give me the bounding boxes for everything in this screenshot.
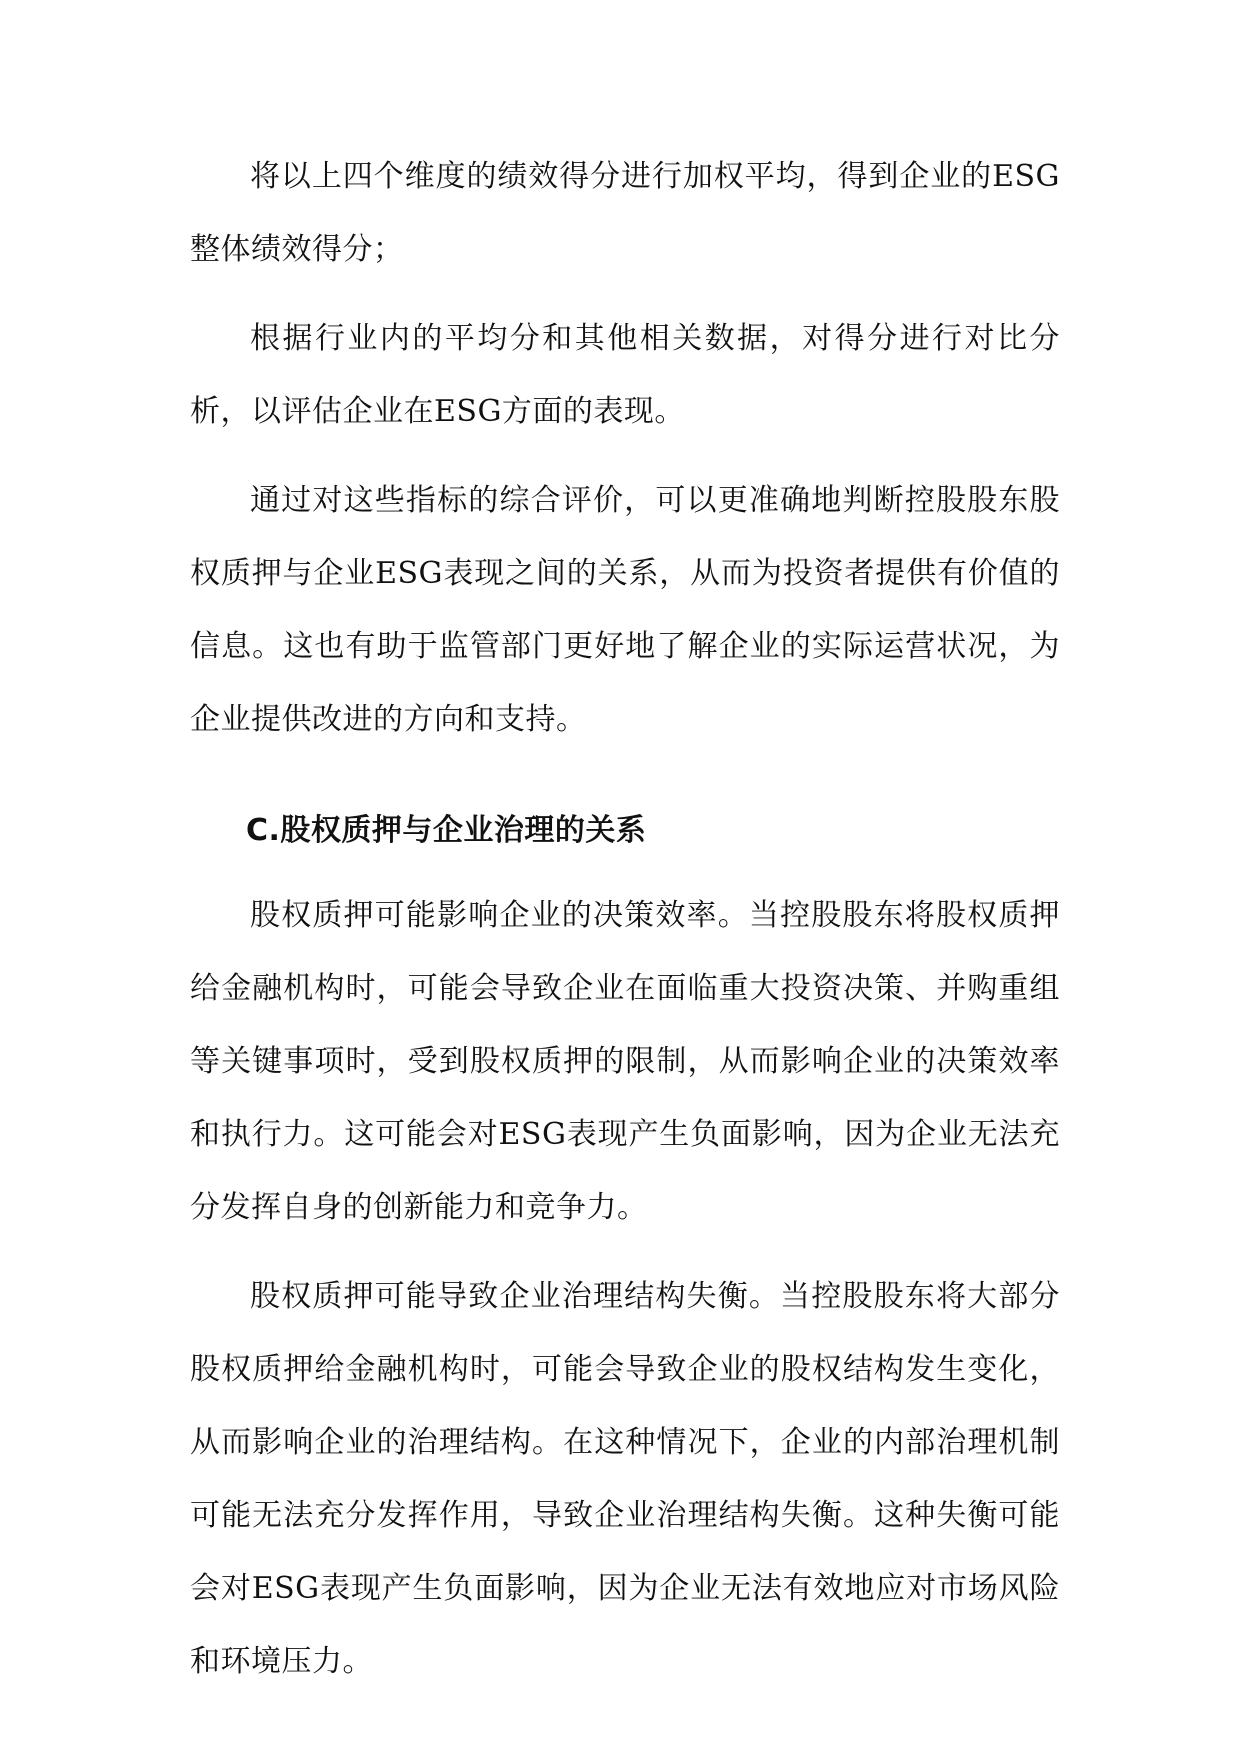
document-page <box>190 140 1060 1714</box>
paragraph-weighted-average: 将以上四个维度的绩效得分进行加权平均，得到企业的ESG整体绩效得分； <box>190 159 1060 267</box>
paragraph-decision-efficiency: 股权质押可能影响企业的决策效率。当控股股东将股权质押给金融机构时，可能会导致企业在面临重大投资决策、并购重组等关键事项时，受到股权质押的限制，从而影响企业的决策效率和执行力。这可能会对ESG表现产生负面影响，因为企业无法充分发挥自身的创新能力和竞争力。 <box>190 898 1060 1225</box>
paragraph-comprehensive-evaluation: 通过对这些指标的综合评价，可以更准确地判断控股股东股权质押与企业ESG表现之间的关系，从而为投资者提供有价值的信息。这也有助于监管部门更好地了解企业的实际运营状况，为企业提供改进的方向和支持。 <box>190 483 1060 737</box>
section-heading: C.股权质押与企业治理的关系 <box>246 813 647 848</box>
paragraph-governance-imbalance: 股权质押可能导致企业治理结构失衡。当控股股东将大部分股权质押给金融机构时，可能会导致企业的股权结构发生变化，从而影响企业的治理结构。在这种情况下，企业的内部治理机制可能无法充分发挥作用，导致企业治理结构失衡。这种失衡可能会对ESG表现产生负面影响，因为企业无法有效地应对市场风险和环境压力。 <box>190 1279 1060 1679</box>
paragraph-industry-comparison: 根据行业内的平均分和其他相关数据，对得分进行对比分析，以评估企业在ESG方面的表现。 <box>190 321 1060 429</box>
